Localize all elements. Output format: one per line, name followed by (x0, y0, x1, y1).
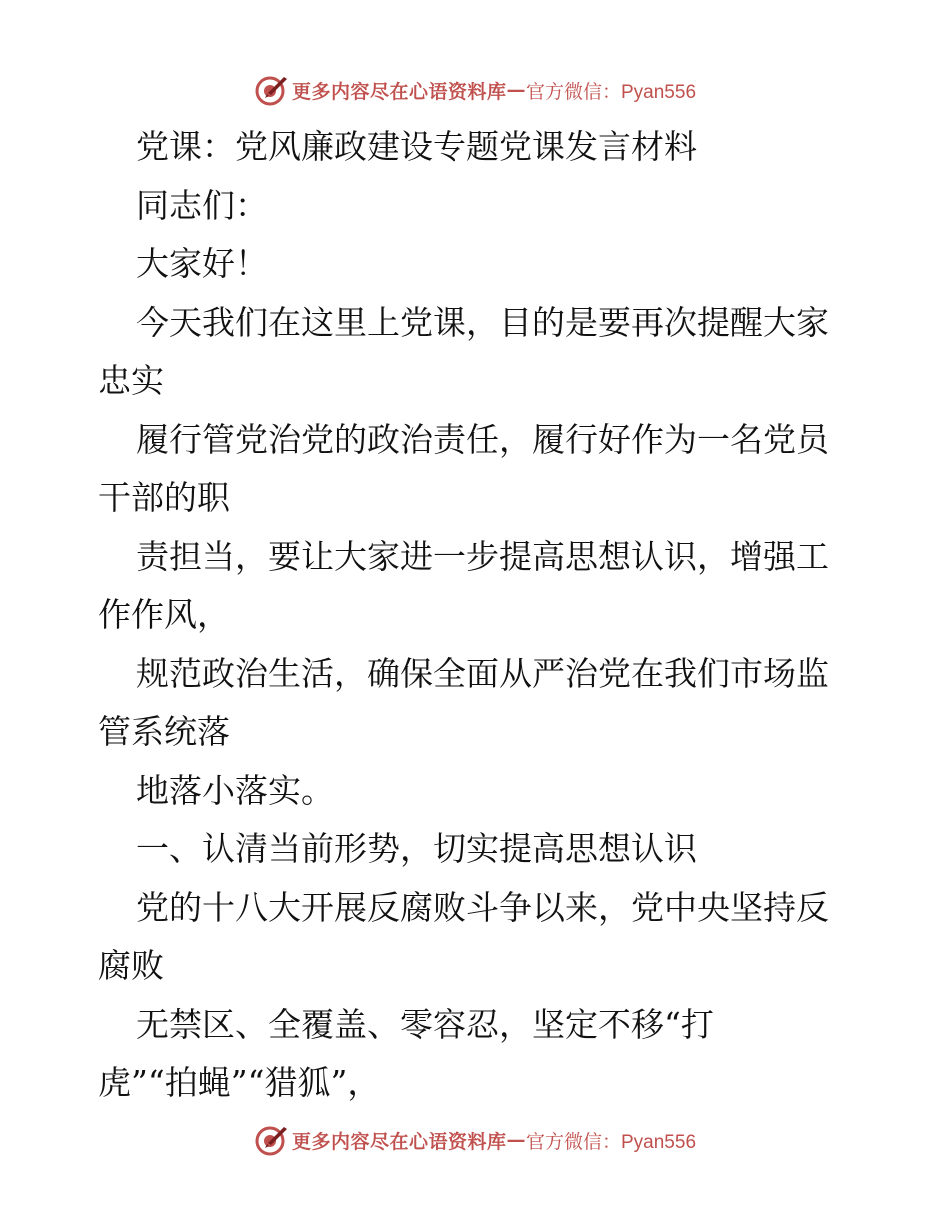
document-line: 忠实 (98, 361, 164, 400)
watermark-contact-prefix: 官方微信： (525, 80, 621, 103)
document-line: 党的十八大开展反腐败斗争以来，党中央坚持反 (136, 887, 829, 927)
document-line: 腐败 (98, 946, 164, 985)
watermark-contact-id: Pyan556 (621, 1131, 697, 1153)
footer-watermark (0, 1120, 950, 1160)
document-line: 党课：党风廉政建设专题党课发言材料 (136, 127, 697, 166)
watermark-contact-id: Pyan556 (621, 81, 697, 103)
document-line: 一、认清当前形势，切实提高思想认识 (136, 829, 697, 868)
document-line: 地落小落实。 (136, 770, 334, 810)
document-line: 作作风， (98, 595, 230, 634)
watermark-separator: — (506, 79, 526, 101)
pen-logo-icon (254, 73, 288, 107)
document-line: 责担当，要让大家进一步提高思想认识，增强工 (136, 536, 829, 576)
header-watermark (0, 70, 950, 110)
document-line: 无禁区、全覆盖、零容忍，坚定不移“打 (136, 1004, 714, 1044)
document-line: 虎”“拍蝇”“猎狐”， (98, 1063, 381, 1102)
watermark-contact-prefix: 官方微信： (525, 1130, 621, 1153)
document-line: 今天我们在这里上党课，目的是要再次提醒大家 (136, 302, 829, 342)
watermark-contact (526, 1127, 696, 1154)
document-line: 规范政治生活，确保全面从严治党在我们市场监 (136, 653, 829, 693)
document-line: 履行管党治党的政治责任，履行好作为一名党员 (136, 419, 829, 459)
document-line: 干部的职 (98, 478, 230, 517)
document-body (98, 118, 858, 1113)
watermark-separator: — (506, 1129, 526, 1151)
document-line: 同志们： (136, 185, 268, 225)
document-line: 大家好！ (136, 244, 268, 283)
watermark-contact (526, 77, 696, 104)
watermark-brand-text: 更多内容尽在心语资料库 (291, 80, 507, 103)
document-line: 管系统落 (98, 712, 230, 751)
pen-logo-icon (254, 1123, 288, 1157)
watermark-brand-text: 更多内容尽在心语资料库 (291, 1130, 507, 1153)
